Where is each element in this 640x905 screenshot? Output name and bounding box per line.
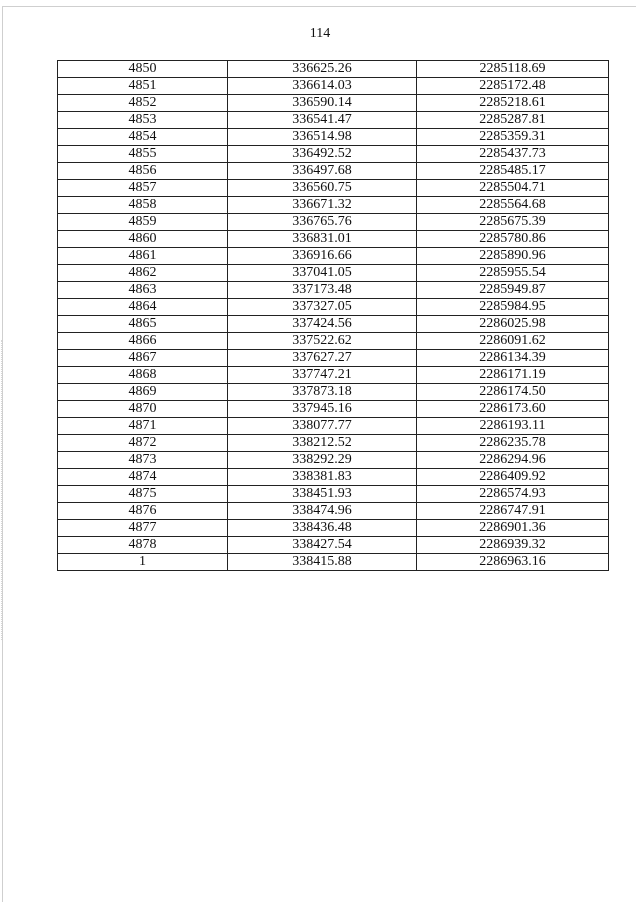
table-row bbox=[58, 78, 609, 95]
y-coordinate-cell: 2285675.39 bbox=[417, 214, 609, 231]
y-coordinate-cell: 2285437.73 bbox=[417, 146, 609, 163]
y-coordinate-cell: 2286091.62 bbox=[417, 333, 609, 350]
table-row bbox=[58, 537, 609, 554]
point-number-cell: 4870 bbox=[58, 401, 228, 418]
point-number-cell: 4873 bbox=[58, 452, 228, 469]
x-coordinate-cell: 338077.77 bbox=[228, 418, 417, 435]
point-number-cell: 4867 bbox=[58, 350, 228, 367]
point-number-cell: 4862 bbox=[58, 265, 228, 282]
y-coordinate-cell: 2285172.48 bbox=[417, 78, 609, 95]
x-coordinate-cell: 336614.03 bbox=[228, 78, 417, 95]
point-number-cell: 4852 bbox=[58, 95, 228, 112]
table-row bbox=[58, 146, 609, 163]
y-coordinate-cell: 2285485.17 bbox=[417, 163, 609, 180]
x-coordinate-cell: 336831.01 bbox=[228, 231, 417, 248]
x-coordinate-cell: 338427.54 bbox=[228, 537, 417, 554]
y-coordinate-cell: 2285890.96 bbox=[417, 248, 609, 265]
x-coordinate-cell: 336916.66 bbox=[228, 248, 417, 265]
x-coordinate-cell: 336492.52 bbox=[228, 146, 417, 163]
table-row bbox=[58, 469, 609, 486]
x-coordinate-cell: 337945.16 bbox=[228, 401, 417, 418]
x-coordinate-cell: 338415.88 bbox=[228, 554, 417, 571]
x-coordinate-cell: 337327.05 bbox=[228, 299, 417, 316]
y-coordinate-cell: 2285218.61 bbox=[417, 95, 609, 112]
point-number-cell: 4876 bbox=[58, 503, 228, 520]
table-row bbox=[58, 367, 609, 384]
x-coordinate-cell: 336625.26 bbox=[228, 61, 417, 78]
x-coordinate-cell: 337873.18 bbox=[228, 384, 417, 401]
table-row bbox=[58, 180, 609, 197]
y-coordinate-cell: 2286025.98 bbox=[417, 316, 609, 333]
point-number-cell: 4853 bbox=[58, 112, 228, 129]
x-coordinate-cell: 336765.76 bbox=[228, 214, 417, 231]
y-coordinate-cell: 2285118.69 bbox=[417, 61, 609, 78]
table-row bbox=[58, 214, 609, 231]
y-coordinate-cell: 2286901.36 bbox=[417, 520, 609, 537]
y-coordinate-cell: 2285780.86 bbox=[417, 231, 609, 248]
margin-artifact bbox=[1, 340, 5, 640]
x-coordinate-cell: 338436.48 bbox=[228, 520, 417, 537]
y-coordinate-cell: 2286171.19 bbox=[417, 367, 609, 384]
point-number-cell: 4871 bbox=[58, 418, 228, 435]
point-number-cell: 4863 bbox=[58, 282, 228, 299]
table-row bbox=[58, 61, 609, 78]
y-coordinate-cell: 2286963.16 bbox=[417, 554, 609, 571]
y-coordinate-cell: 2286409.92 bbox=[417, 469, 609, 486]
table-row bbox=[58, 299, 609, 316]
y-coordinate-cell: 2286235.78 bbox=[417, 435, 609, 452]
y-coordinate-cell: 2285984.95 bbox=[417, 299, 609, 316]
page-number: 114 bbox=[309, 26, 331, 41]
point-number-cell: 4877 bbox=[58, 520, 228, 537]
point-number-cell: 4854 bbox=[58, 129, 228, 146]
x-coordinate-cell: 336497.68 bbox=[228, 163, 417, 180]
point-number-cell: 1 bbox=[58, 554, 228, 571]
table-row bbox=[58, 129, 609, 146]
point-number-cell: 4858 bbox=[58, 197, 228, 214]
y-coordinate-cell: 2285287.81 bbox=[417, 112, 609, 129]
x-coordinate-cell: 336541.47 bbox=[228, 112, 417, 129]
y-coordinate-cell: 2286174.50 bbox=[417, 384, 609, 401]
point-number-cell: 4865 bbox=[58, 316, 228, 333]
table-row bbox=[58, 282, 609, 299]
point-number-cell: 4861 bbox=[58, 248, 228, 265]
table-row bbox=[58, 418, 609, 435]
x-coordinate-cell: 337747.21 bbox=[228, 367, 417, 384]
table-row bbox=[58, 503, 609, 520]
x-coordinate-cell: 337173.48 bbox=[228, 282, 417, 299]
y-coordinate-cell: 2286747.91 bbox=[417, 503, 609, 520]
y-coordinate-cell: 2285504.71 bbox=[417, 180, 609, 197]
table-row bbox=[58, 350, 609, 367]
y-coordinate-cell: 2285564.68 bbox=[417, 197, 609, 214]
table-row bbox=[58, 112, 609, 129]
table-body bbox=[58, 61, 609, 571]
table-row bbox=[58, 384, 609, 401]
y-coordinate-cell: 2285955.54 bbox=[417, 265, 609, 282]
x-coordinate-cell: 338292.29 bbox=[228, 452, 417, 469]
y-coordinate-cell: 2286134.39 bbox=[417, 350, 609, 367]
table-row bbox=[58, 554, 609, 571]
y-coordinate-cell: 2285949.87 bbox=[417, 282, 609, 299]
point-number-cell: 4855 bbox=[58, 146, 228, 163]
point-number-cell: 4850 bbox=[58, 61, 228, 78]
x-coordinate-cell: 337041.05 bbox=[228, 265, 417, 282]
point-number-cell: 4859 bbox=[58, 214, 228, 231]
table-row bbox=[58, 316, 609, 333]
point-number-cell: 4857 bbox=[58, 180, 228, 197]
point-number-cell: 4868 bbox=[58, 367, 228, 384]
y-coordinate-cell: 2286939.32 bbox=[417, 537, 609, 554]
y-coordinate-cell: 2285359.31 bbox=[417, 129, 609, 146]
x-coordinate-cell: 336671.32 bbox=[228, 197, 417, 214]
x-coordinate-cell: 337424.56 bbox=[228, 316, 417, 333]
point-number-cell: 4869 bbox=[58, 384, 228, 401]
coordinates-table bbox=[57, 60, 609, 571]
x-coordinate-cell: 336560.75 bbox=[228, 180, 417, 197]
point-number-cell: 4860 bbox=[58, 231, 228, 248]
table-row bbox=[58, 163, 609, 180]
table-row bbox=[58, 401, 609, 418]
x-coordinate-cell: 338212.52 bbox=[228, 435, 417, 452]
point-number-cell: 4874 bbox=[58, 469, 228, 486]
table-row bbox=[58, 248, 609, 265]
x-coordinate-cell: 336590.14 bbox=[228, 95, 417, 112]
point-number-cell: 4875 bbox=[58, 486, 228, 503]
point-number-cell: 4864 bbox=[58, 299, 228, 316]
point-number-cell: 4872 bbox=[58, 435, 228, 452]
table-row bbox=[58, 452, 609, 469]
y-coordinate-cell: 2286173.60 bbox=[417, 401, 609, 418]
table-row bbox=[58, 265, 609, 282]
point-number-cell: 4856 bbox=[58, 163, 228, 180]
x-coordinate-cell: 338474.96 bbox=[228, 503, 417, 520]
table-row bbox=[58, 231, 609, 248]
x-coordinate-cell: 337522.62 bbox=[228, 333, 417, 350]
x-coordinate-cell: 337627.27 bbox=[228, 350, 417, 367]
point-number-cell: 4878 bbox=[58, 537, 228, 554]
x-coordinate-cell: 338451.93 bbox=[228, 486, 417, 503]
y-coordinate-cell: 2286574.93 bbox=[417, 486, 609, 503]
y-coordinate-cell: 2286294.96 bbox=[417, 452, 609, 469]
x-coordinate-cell: 336514.98 bbox=[228, 129, 417, 146]
table-row bbox=[58, 486, 609, 503]
table-row bbox=[58, 435, 609, 452]
point-number-cell: 4851 bbox=[58, 78, 228, 95]
point-number-cell: 4866 bbox=[58, 333, 228, 350]
x-coordinate-cell: 338381.83 bbox=[228, 469, 417, 486]
table-row bbox=[58, 520, 609, 537]
table-row bbox=[58, 197, 609, 214]
table-row bbox=[58, 333, 609, 350]
table-row bbox=[58, 95, 609, 112]
y-coordinate-cell: 2286193.11 bbox=[417, 418, 609, 435]
